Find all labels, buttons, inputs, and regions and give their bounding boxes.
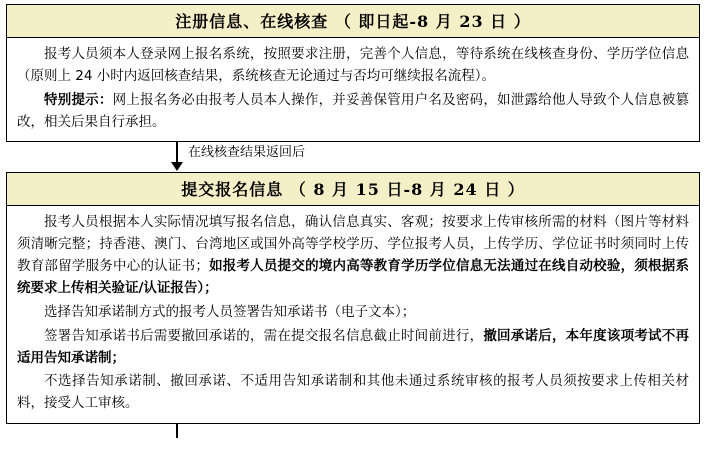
section-title-registration-review: 注册信息、在线核查 （ 即日起-8 月 23 日 ） [7, 5, 699, 38]
paragraph [17, 371, 689, 415]
section-title-submit-application: 提交报名信息 （ 8 月 15 日-8 月 24 日 ） [7, 173, 699, 206]
text-run-emphasis: 特别提示： [44, 91, 113, 108]
connector-label: 在线核查结果返回后 [188, 145, 306, 161]
section-submit-application [6, 172, 700, 424]
section-body-submit-application [7, 206, 699, 423]
connector-line [176, 424, 178, 438]
text-run: 报考人员根据本人实际情况填写报名信息，确认信息真实、客观；按要求上传审核所需的材料（图片等材料须清晰完整；持香港、澳门、台湾地区或国外高等学校学历、学位报考人员，上传学历、学位证书时须同时上传教育部留学服务中心的认证书； [17, 214, 689, 275]
text-run: 报考人员须本人登录网上报名系统，按照要求注册，完善个人信息，等待系统在线核查身份、学历学位信息（原则上 24 小时内返回核查结果，系统核查无论通过与否均可继续报名流程）。 [17, 46, 689, 84]
text-run: 不选择告知承诺制、撤回承诺、不适用告知承诺制和其他未通过系统审核的报考人员须按要求上传相关材料，接受人工审核。 [17, 373, 689, 412]
connector-arrow [6, 142, 700, 172]
paragraph [17, 44, 689, 88]
section-body-registration-review [7, 38, 699, 141]
text-run-emphasis: 如报考人员提交的境内高等教育学历学位信息无法通过在线自动校验，须根据系统要求上传相关验证/认证报告）； [17, 258, 689, 297]
paragraph [17, 90, 689, 134]
paragraph [17, 302, 689, 324]
text-run: 选择告知承诺制方式的报考人员签署告知承诺书（电子文本）； [44, 303, 416, 320]
text-run-emphasis: 撤回承诺后，本年度该项考试不再适用告知承诺制； [17, 327, 690, 366]
paragraph [17, 326, 689, 370]
connector-arrowhead-icon [171, 162, 183, 171]
connector-line [176, 142, 178, 164]
connector-stub [6, 424, 700, 438]
text-run: 网上报名务必由报考人员本人操作，并妥善保管用户名及密码，如泄露给他人导致个人信息被篡改，相关后果自行承担。 [17, 91, 690, 130]
section-registration-review [6, 4, 700, 142]
paragraph [17, 212, 689, 299]
text-run: 签署告知承诺书后需要撤回承诺的，需在提交报名信息截止时间前进行， [44, 327, 484, 344]
